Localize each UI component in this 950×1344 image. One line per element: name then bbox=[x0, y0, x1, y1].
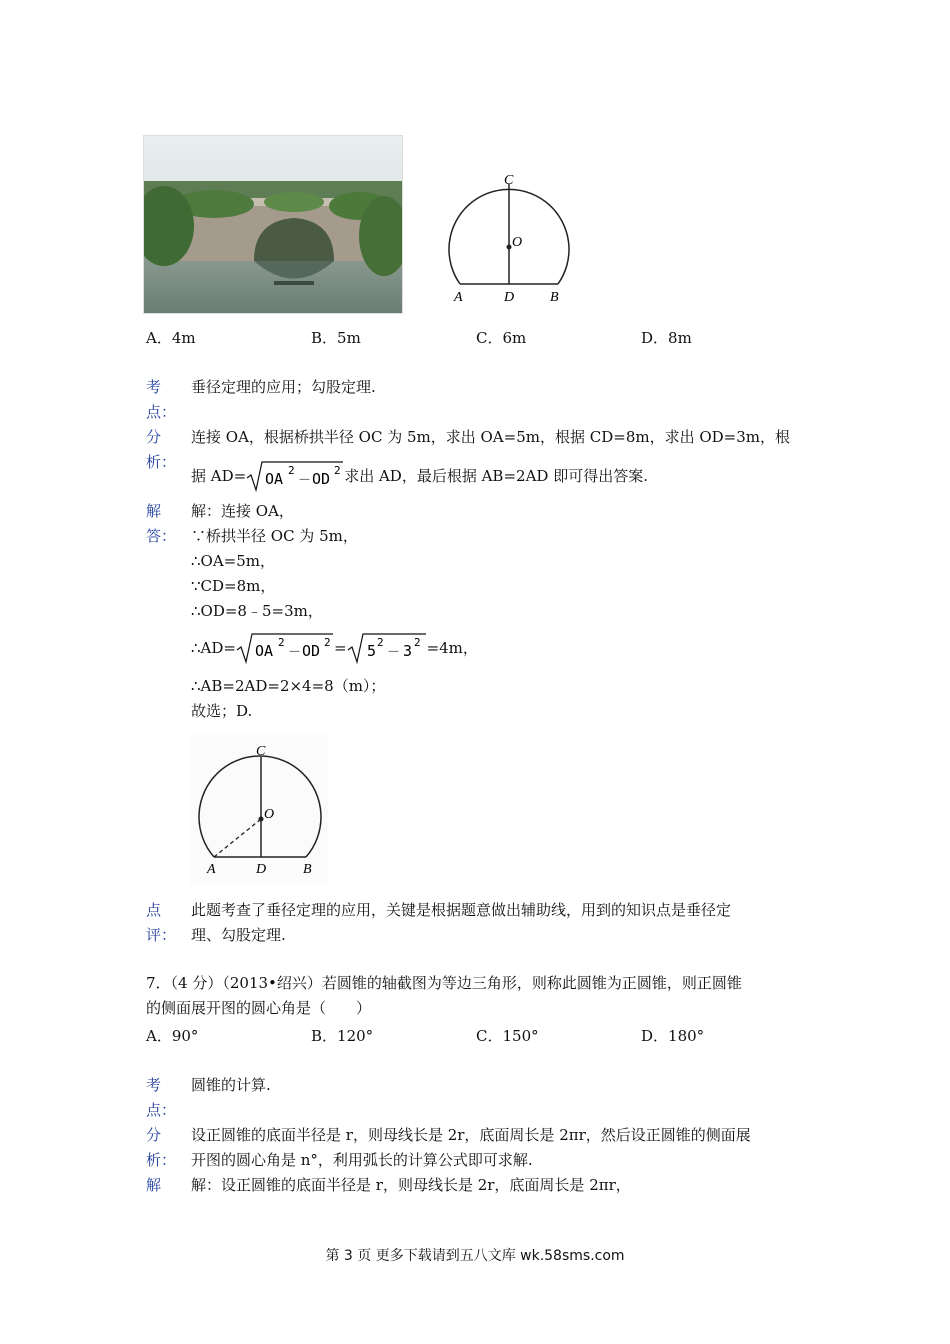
q7-kaodian-label-2: 点： bbox=[146, 1101, 177, 1119]
label2-o: O bbox=[264, 807, 275, 822]
label2-a: A bbox=[207, 862, 216, 877]
sqrt2-a: 5 bbox=[366, 642, 376, 660]
jieda-label-2: 答： bbox=[146, 527, 177, 545]
jieda-line-4: ∵CD=8m， bbox=[191, 577, 276, 595]
label2-b: B bbox=[303, 862, 312, 877]
sqrt2-a-exp: 2 bbox=[376, 636, 384, 649]
sqrt2-b: 3 bbox=[402, 642, 412, 660]
ad-eq: = bbox=[333, 638, 347, 657]
sqrt1-b-exp: 2 bbox=[334, 464, 341, 477]
sqrt1b-b-exp: 2 bbox=[323, 636, 331, 649]
q7-fenxi-line-2: 开图的圆心角是 n°，利用弧长的计算公式即可求解. bbox=[191, 1151, 533, 1169]
jieda-label-1: 解 bbox=[146, 502, 162, 520]
ad-post: =4m， bbox=[426, 638, 478, 657]
sqrt-oa-od-2 bbox=[236, 632, 334, 664]
option-a: A．4m bbox=[146, 329, 196, 347]
jieda-line-1: 解：连接 OA， bbox=[191, 502, 294, 520]
ab-line: ∴AB=2AD=2×4=8（m）； bbox=[191, 677, 386, 695]
bridge-photo bbox=[143, 135, 403, 314]
sqrt-oa-od bbox=[246, 460, 344, 492]
q7-fenxi-label-2: 析： bbox=[146, 1151, 177, 1169]
dianping-label-2: 评： bbox=[146, 926, 177, 944]
kaodian-label-1: 考 bbox=[146, 378, 162, 396]
q7-jieda-label-1: 解 bbox=[146, 1176, 162, 1194]
label2-d: D bbox=[256, 862, 267, 877]
label-d: D bbox=[504, 290, 515, 305]
jieda-line-3: ∴OA=5m， bbox=[191, 552, 276, 570]
fenxi-line-2-post: 求出 AD，最后根据 AB=2AD 即可得出答案. bbox=[344, 466, 648, 485]
fenxi-label-1: 分 bbox=[146, 428, 162, 446]
sqrt-5-3 bbox=[347, 632, 427, 664]
q7-option-c: C．150° bbox=[476, 1027, 539, 1045]
q7-kaodian-label-1: 考 bbox=[146, 1076, 162, 1094]
sqrt1-b: OD bbox=[312, 470, 331, 488]
q7-fenxi-label-1: 分 bbox=[146, 1126, 162, 1144]
q7-stem-line-2: 的侧面展开图的圆心角是（ ） bbox=[146, 999, 372, 1017]
label-b: B bbox=[550, 290, 559, 305]
q7-option-b: B．120° bbox=[311, 1027, 374, 1045]
q7-jieda-line-1: 解：设正圆锥的底面半径是 r，则母线长是 2r，底面周长是 2πr， bbox=[191, 1176, 631, 1194]
option-c: C．6m bbox=[476, 329, 527, 347]
jieda-line-5: ∴OD=8﹣5=3m， bbox=[191, 602, 323, 620]
arch-diagram bbox=[440, 168, 580, 308]
fenxi-line-2-pre: 据 AD= bbox=[191, 466, 247, 485]
q7-fenxi-line-1: 设正圆锥的底面半径是 r，则母线长是 2r，底面周长是 2πr，然后设正圆锥的侧面展 bbox=[191, 1126, 751, 1144]
sqrt2-b-exp: 2 bbox=[413, 636, 421, 649]
sqrt1b-op: － bbox=[287, 645, 301, 660]
fenxi-label-2: 析： bbox=[146, 453, 177, 471]
sqrt1-op: － bbox=[298, 473, 312, 488]
ad-pre: ∴AD= bbox=[191, 638, 236, 657]
dianping-label-1: 点 bbox=[146, 901, 162, 919]
sqrt1b-a: OA bbox=[254, 642, 274, 660]
label2-c: C bbox=[256, 744, 266, 759]
dianping-line-2: 理、勾股定理. bbox=[191, 926, 286, 944]
option-b: B．5m bbox=[311, 329, 361, 347]
sqrt2-op: － bbox=[386, 645, 400, 660]
choice-line: 故选；D. bbox=[191, 702, 253, 720]
dianping-line-1: 此题考查了垂径定理的应用，关键是根据题意做出辅助线，用到的知识点是垂径定 bbox=[191, 901, 732, 919]
sqrt1-a: OA bbox=[265, 470, 284, 488]
fenxi-line-1: 连接 OA，根据桥拱半径 OC 为 5m，求出 OA=5m，根据 CD=8m，求出 OD=3m，根 bbox=[191, 428, 791, 446]
q7-stem-line-1: 7．（4 分）（2013•绍兴）若圆锥的轴截图为等边三角形，则称此圆锥为正圆锥，则正圆锥 bbox=[146, 974, 742, 992]
option-d: D．8m bbox=[641, 329, 692, 347]
page-footer: 第 3 页 更多下载请到五八文库 wk.58sms.com bbox=[325, 1248, 625, 1264]
jieda-line-2: ∵桥拱半径 OC 为 5m， bbox=[191, 527, 358, 545]
kaodian-label-2: 点： bbox=[146, 403, 177, 421]
ad-line bbox=[191, 632, 478, 664]
q7-kaodian-text: 圆锥的计算. bbox=[191, 1076, 271, 1094]
fenxi-line-2 bbox=[191, 460, 648, 492]
kaodian-text: 垂径定理的应用；勾股定理. bbox=[191, 378, 376, 396]
label-o: O bbox=[512, 235, 523, 250]
sqrt1b-a-exp: 2 bbox=[277, 636, 285, 649]
label-c: C bbox=[504, 173, 514, 188]
sqrt1-a-exp: 2 bbox=[288, 464, 295, 477]
sqrt1b-b: OD bbox=[301, 642, 321, 660]
arch-diagram-solution bbox=[190, 735, 328, 885]
q7-option-a: A．90° bbox=[146, 1027, 199, 1045]
q7-option-d: D．180° bbox=[641, 1027, 705, 1045]
label-a: A bbox=[454, 290, 463, 305]
